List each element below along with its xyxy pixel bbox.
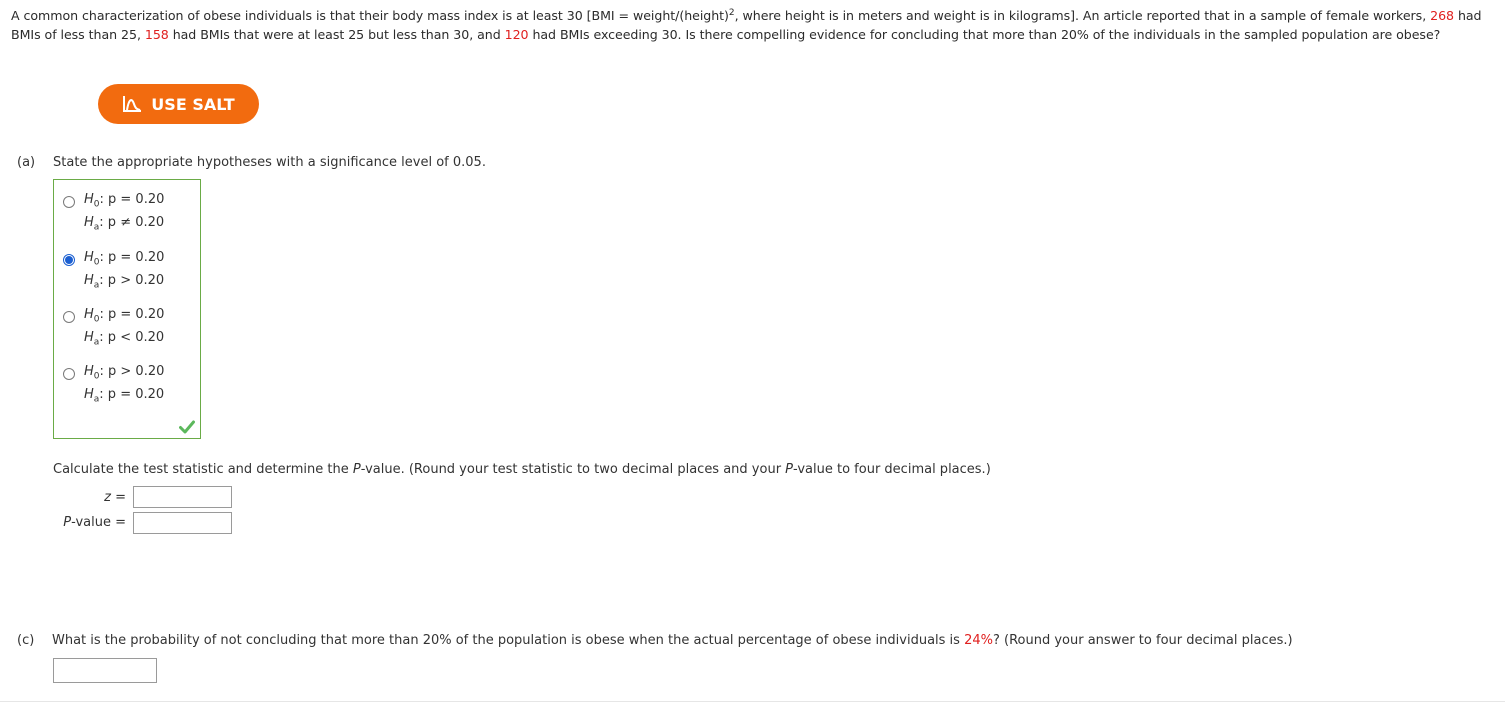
radio-option-4[interactable]	[63, 368, 75, 380]
null-hypothesis-3: $H_0$: p = 0.20	[84, 307, 165, 325]
bottom-divider	[0, 701, 1505, 702]
z-label: z =	[104, 490, 126, 505]
alt-hypothesis-3: $H_a$: p < 0.20	[84, 330, 165, 348]
part-b-prompt: Calculate the test statistic and determine the P-value. (Round your test statistic to two decimal places and your P-value to four decimal places.)	[53, 462, 991, 477]
intro-text-5: had BMIs exceeding 30. Is there compelling evidence for concluding that more than 20% of the individuals in the sampled population are obese?	[528, 27, 1441, 42]
alt-hypothesis-4: $H_a$: p = 0.20	[84, 387, 165, 405]
intro-text-3: had BMIs of less than 25,	[11, 8, 1482, 42]
intro-text-1: A common characterization of obese individuals is that their body mass index is at least 30 [BMI = weight/(height)	[11, 8, 729, 23]
hypotheses-answer-box	[53, 179, 201, 439]
null-hypothesis-2: $H_0$: p = 0.20	[84, 250, 165, 268]
salt-chart-icon	[122, 95, 142, 113]
radio-option-2-selected[interactable]	[63, 254, 75, 266]
checkmark-icon	[179, 420, 195, 434]
value-120: 120	[504, 27, 529, 42]
intro-text-4: had BMIs that were at least 25 but less than 30, and	[168, 27, 505, 42]
part-c-prompt: What is the probability of not concluding that more than 20% of the population is obese when the actual percentage of obese individuals is 24%? (Round your answer to four decimal places.)	[52, 633, 1293, 648]
part-a-prompt: State the appropriate hypotheses with a significance level of 0.05.	[53, 155, 486, 170]
radio-option-3[interactable]	[63, 311, 75, 323]
radio-option-1[interactable]	[63, 196, 75, 208]
value-268: 268	[1430, 8, 1454, 23]
null-hypothesis-1: $H_0$: p = 0.20	[84, 192, 165, 210]
hypothesis-option-2[interactable]	[63, 250, 193, 296]
intro-superscript: 2	[728, 7, 735, 18]
p-value-input[interactable]	[133, 512, 232, 534]
part-c-label: (c)	[17, 633, 35, 648]
p-value-label: P-value =	[63, 515, 126, 530]
alt-hypothesis-1: $H_a$: p ≠ 0.20	[84, 215, 165, 233]
hypothesis-option-4[interactable]	[63, 364, 193, 410]
hypothesis-option-1[interactable]	[63, 192, 193, 238]
null-hypothesis-4: $H_0$: p > 0.20	[84, 364, 165, 382]
alt-hypothesis-2: $H_a$: p > 0.20	[84, 273, 165, 291]
part-c-answer-input[interactable]	[53, 658, 157, 683]
problem-statement	[11, 6, 1499, 44]
value-24-percent: 24%	[964, 633, 993, 648]
intro-text-2: , where height is in meters and weight is in kilograms]. An article reported that in a sample of female workers,	[734, 8, 1431, 23]
value-158: 158	[144, 27, 169, 42]
use-salt-button[interactable]	[98, 84, 259, 124]
hypothesis-option-3[interactable]	[63, 307, 193, 353]
use-salt-label: USE SALT	[151, 94, 235, 114]
part-a-label: (a)	[17, 155, 36, 170]
z-input[interactable]	[133, 486, 232, 508]
